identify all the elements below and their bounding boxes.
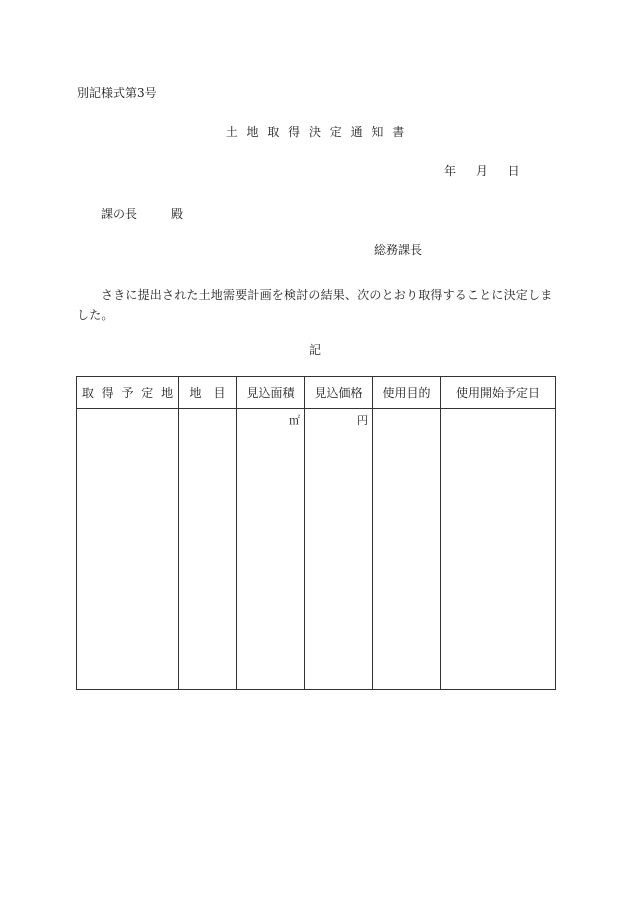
sender: 総務課長 [374,243,423,257]
recipient-line [101,206,183,222]
cell-estimated-price[interactable] [305,409,373,690]
header-estimated-area: 見込面積 [237,377,305,409]
body-text: さきに提出された土地需要計画を検討の結果、次のとおり取得することに決定しました。 [77,288,553,322]
cell-planned-site[interactable] [77,409,179,690]
cell-land-category[interactable] [179,409,237,690]
area-unit: ㎡ [289,414,300,427]
table-header-row [77,377,556,409]
acquisition-table [76,376,556,690]
table-row [77,409,556,690]
header-start-date: 使用開始予定日 [441,377,556,409]
header-estimated-price: 見込価格 [305,377,373,409]
cell-estimated-area[interactable] [237,409,305,690]
cell-start-date[interactable] [441,409,556,690]
form-number: 別記様式第3号 [77,86,157,100]
recipient-honorific: 殿 [171,207,184,221]
date-line: 年 月 日 [444,164,520,178]
cell-purpose[interactable] [373,409,441,690]
document-title: 土 地 取 得 決 定 通 知 書 [225,125,405,139]
recipient-name: 課の長 [101,207,138,221]
price-unit: 円 [357,414,368,427]
ki-heading: 記 [308,343,321,357]
header-planned-site: 取 得 予 定 地 [77,377,179,409]
header-land-category: 地 目 [179,377,237,409]
header-purpose: 使用目的 [373,377,441,409]
